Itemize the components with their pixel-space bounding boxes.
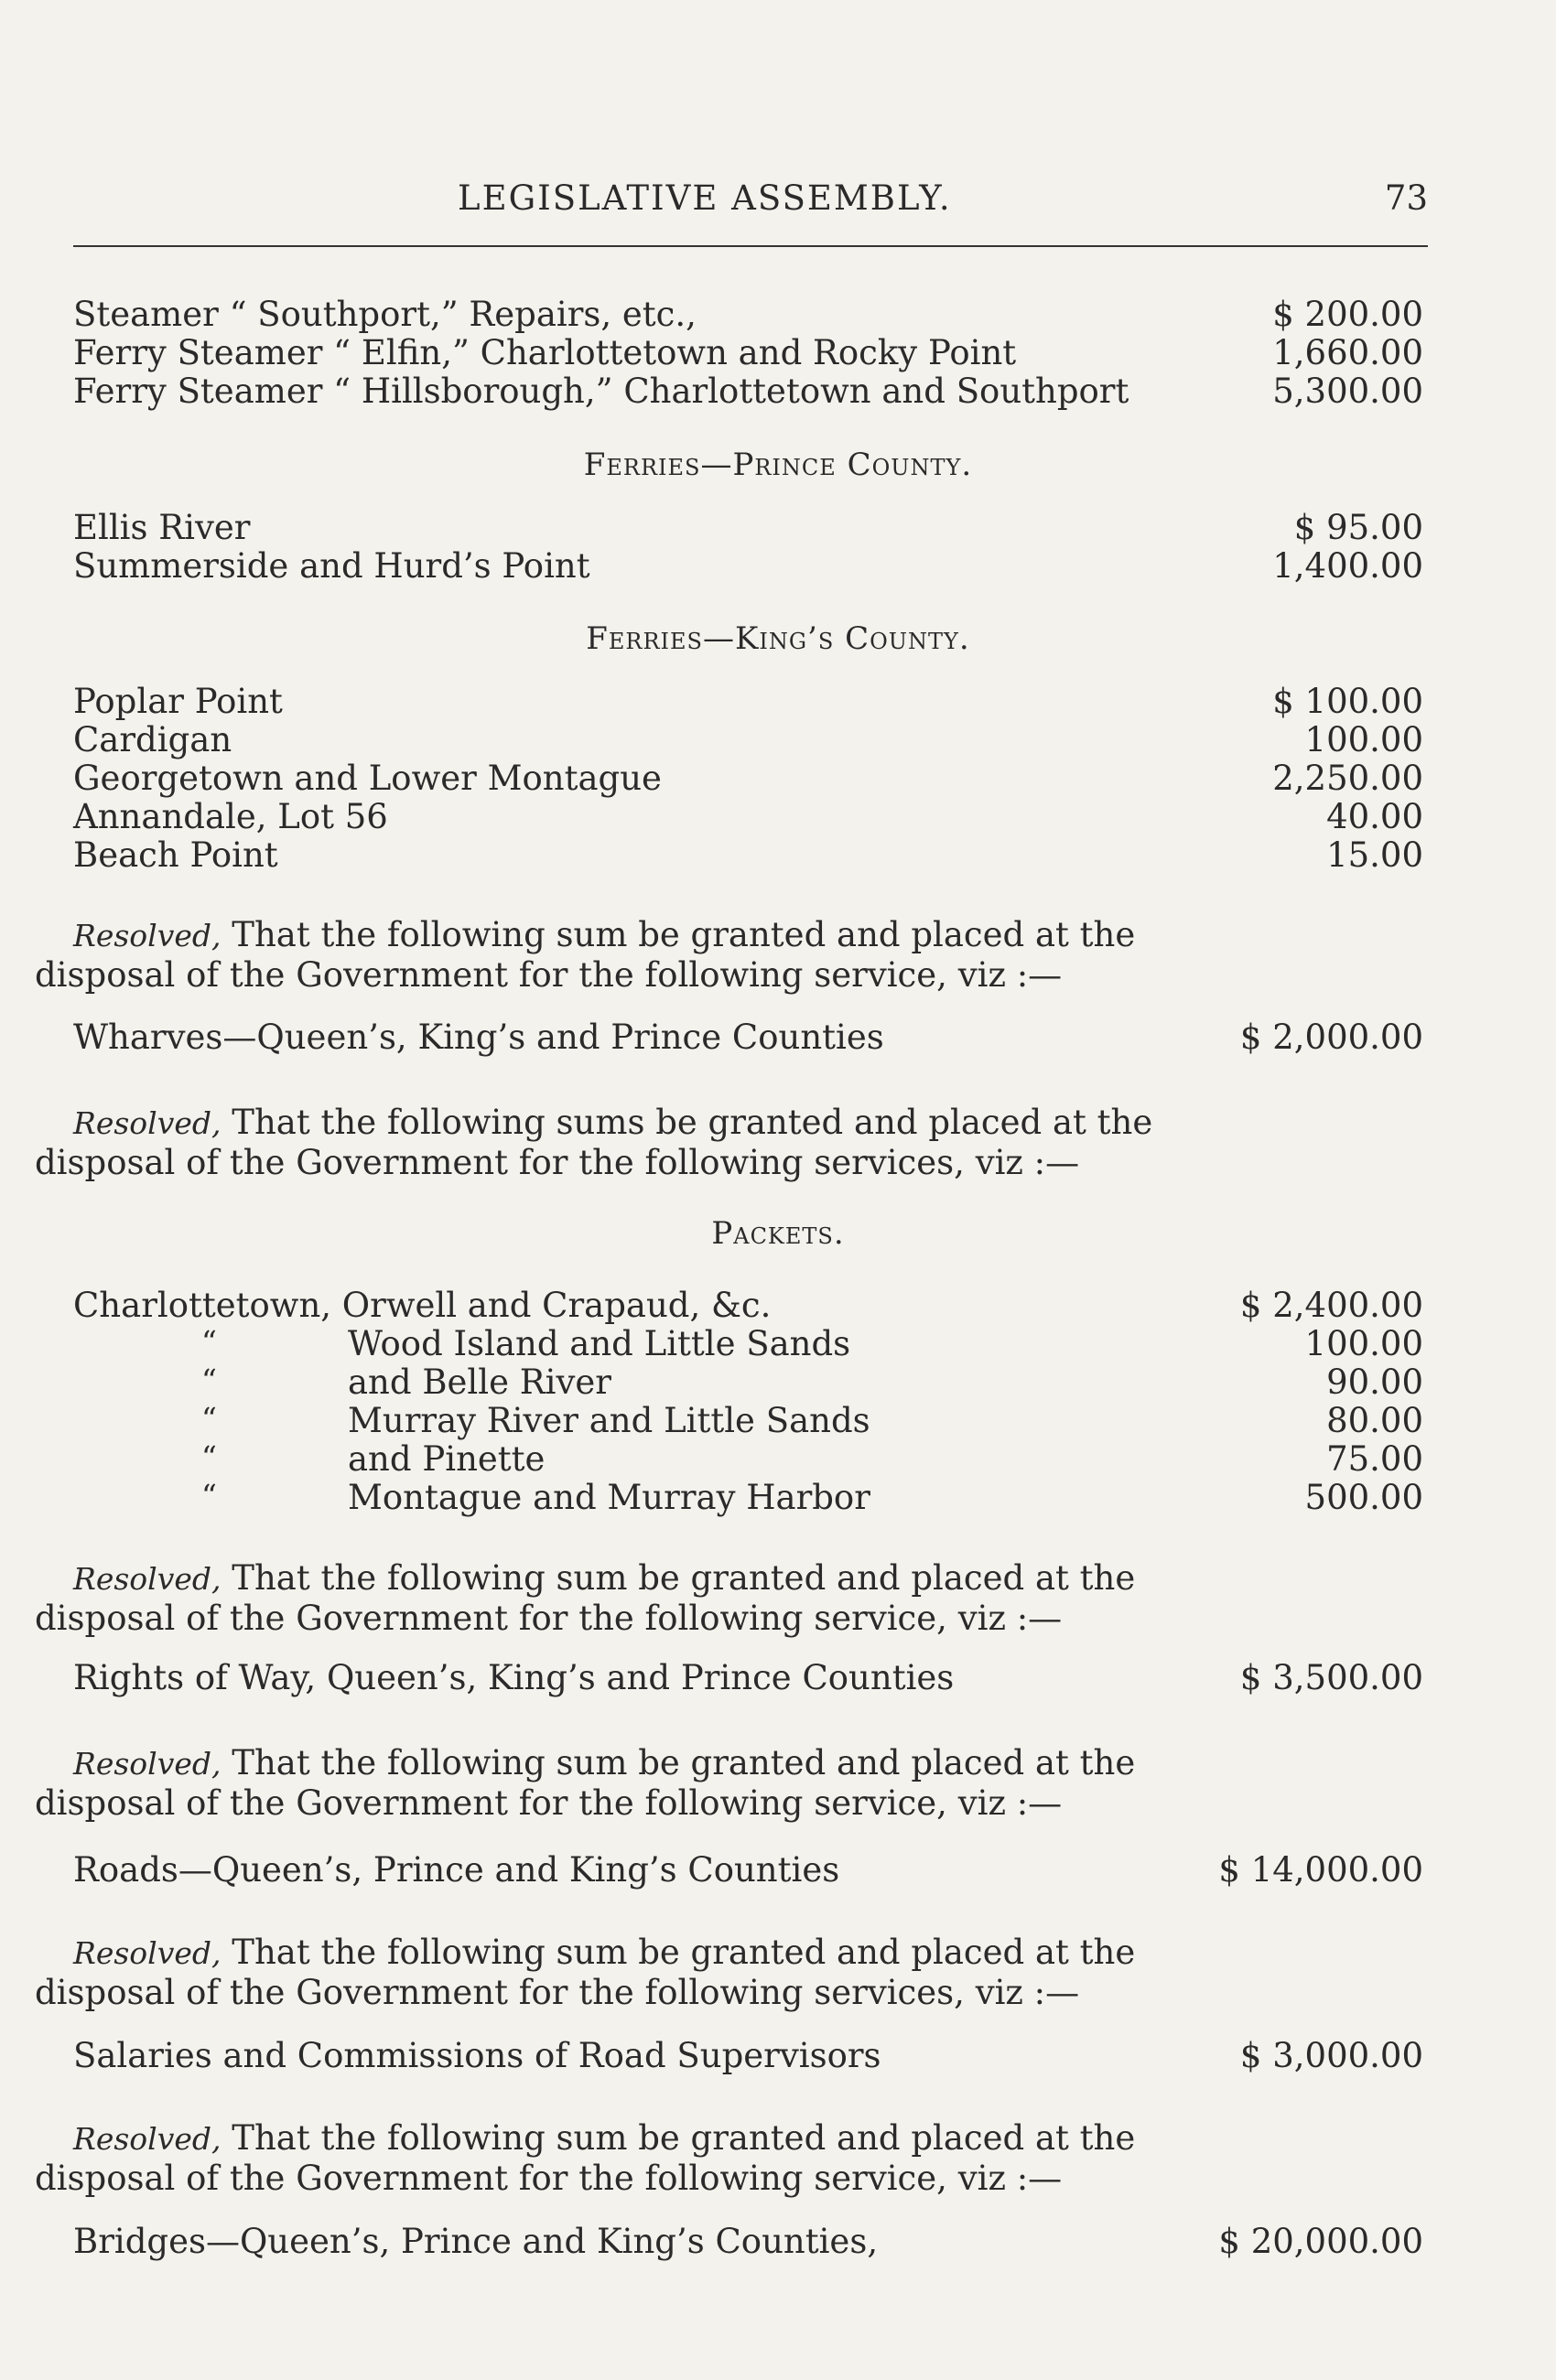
item-amount: 100.00	[1304, 720, 1423, 759]
item-amount: 5,300.00	[1272, 372, 1423, 411]
ditto-mark: “	[201, 1401, 217, 1437]
item-amount: $ 14,000.00	[1218, 1850, 1423, 1890]
list-item	[73, 1658, 1423, 1698]
resolved-word: Resolved,	[73, 1746, 222, 1782]
item-amount: $ 100.00	[1272, 682, 1423, 721]
item-amount: $ 20,000.00	[1218, 2222, 1423, 2261]
list-item	[73, 1478, 1423, 1518]
item-amount: 80.00	[1326, 1401, 1423, 1440]
item-label: Cardigan	[73, 720, 232, 759]
resolution-paragraph	[35, 1558, 1216, 1638]
item-amount: $ 2,000.00	[1239, 1018, 1423, 1057]
item-label: Bridges—Queen’s, Prince and King’s Counties,	[73, 2222, 879, 2261]
item-label: Beach Point	[73, 835, 278, 875]
item-amount: 100.00	[1304, 1324, 1423, 1363]
resolution-paragraph	[35, 1933, 1216, 2012]
item-label: Montague and Murray Harbor	[348, 1478, 870, 1517]
item-label: Wharves—Queen’s, King’s and Prince Counties	[73, 1018, 884, 1057]
list-item	[73, 1324, 1423, 1364]
list-item	[73, 2036, 1423, 2076]
item-label: Georgetown and Lower Montague	[73, 759, 662, 798]
ditto-mark: “	[201, 1478, 217, 1513]
item-label: Ellis River	[73, 508, 251, 547]
ditto-mark: “	[201, 1324, 217, 1360]
item-amount: $ 95.00	[1293, 508, 1423, 547]
ditto-mark: “	[201, 1439, 217, 1475]
section-heading-packets: Packets.	[711, 1215, 845, 1252]
page-number: 73	[1384, 178, 1428, 218]
item-amount: 500.00	[1304, 1478, 1423, 1517]
resolution-text: That the following sum be granted and placed at the disposal of the Government for the following services, viz :—	[35, 1933, 1136, 2012]
list-item	[73, 508, 1423, 548]
item-label: Ferry Steamer “ Hillsborough,” Charlottetown and Southport	[73, 372, 1129, 411]
list-item	[73, 720, 1423, 760]
item-amount: $ 200.00	[1272, 295, 1423, 334]
item-label: Charlottetown, Orwell and Crapaud, &c.	[73, 1286, 772, 1325]
list-item	[73, 1401, 1423, 1441]
resolution-paragraph	[35, 1103, 1216, 1182]
item-label: Ferry Steamer “ Elfin,” Charlottetown and Rocky Point	[73, 333, 1017, 372]
item-label: Annandale, Lot 56	[73, 797, 388, 836]
resolution-text: That the following sum be granted and placed at the disposal of the Government for the following service, viz :—	[35, 2118, 1136, 2198]
item-amount: $ 3,000.00	[1239, 2036, 1423, 2075]
section-heading-ferries-king: Ferries—King’s County.	[586, 620, 970, 657]
item-amount: $ 2,400.00	[1239, 1286, 1423, 1325]
list-item	[73, 797, 1423, 837]
resolution-paragraph	[35, 2118, 1216, 2198]
resolution-paragraph	[35, 915, 1216, 995]
resolved-word: Resolved,	[73, 1935, 222, 1971]
item-label: and Pinette	[348, 1439, 546, 1479]
resolved-word: Resolved,	[73, 1105, 222, 1141]
resolved-word: Resolved,	[73, 1561, 222, 1597]
list-item	[73, 372, 1423, 412]
running-title: LEGISLATIVE ASSEMBLY.	[458, 178, 952, 218]
list-item	[73, 546, 1423, 587]
item-amount: 15.00	[1326, 835, 1423, 875]
resolution-text: That the following sum be granted and placed at the disposal of the Government for the following service, viz :—	[35, 1558, 1136, 1638]
section-heading-ferries-prince: Ferries—Prince County.	[583, 447, 973, 483]
item-label: Poplar Point	[73, 682, 283, 721]
item-label: Steamer “ Southport,” Repairs, etc.,	[73, 295, 697, 334]
item-amount: 2,250.00	[1272, 759, 1423, 798]
resolved-word: Resolved,	[73, 2121, 222, 2157]
list-item	[73, 682, 1423, 722]
item-label: Wood Island and Little Sands	[348, 1324, 851, 1363]
list-item	[73, 295, 1423, 335]
list-item	[73, 1850, 1423, 1890]
list-item	[73, 1018, 1423, 1058]
ditto-mark: “	[201, 1362, 217, 1398]
item-label: Rights of Way, Queen’s, King’s and Prince Counties	[73, 1658, 955, 1697]
item-amount: 40.00	[1326, 797, 1423, 836]
page-header	[0, 178, 1556, 224]
list-item	[73, 333, 1423, 373]
list-item	[73, 1439, 1423, 1480]
item-amount: $ 3,500.00	[1239, 1658, 1423, 1697]
list-item	[73, 2222, 1423, 2262]
resolution-text: That the following sum be granted and placed at the disposal of the Government for the following service, viz :—	[35, 1743, 1136, 1823]
item-label: Summerside and Hurd’s Point	[73, 546, 590, 586]
header-rule	[73, 245, 1428, 247]
item-amount: 75.00	[1326, 1439, 1423, 1479]
item-amount: 1,660.00	[1272, 333, 1423, 372]
item-label: Roads—Queen’s, Prince and King’s Counties	[73, 1850, 840, 1890]
resolution-paragraph	[35, 1743, 1216, 1823]
resolution-text: That the following sums be granted and placed at the disposal of the Government for the following services, viz :—	[35, 1103, 1153, 1182]
resolved-word: Resolved,	[73, 918, 222, 953]
list-item	[73, 1286, 1423, 1326]
item-label: and Belle River	[348, 1362, 611, 1402]
list-item	[73, 1362, 1423, 1403]
resolution-text: That the following sum be granted and placed at the disposal of the Government for the following service, viz :—	[35, 915, 1136, 995]
item-label: Salaries and Commissions of Road Supervisors	[73, 2036, 881, 2075]
list-item	[73, 759, 1423, 799]
item-label: Murray River and Little Sands	[348, 1401, 870, 1440]
list-item	[73, 835, 1423, 876]
item-amount: 90.00	[1326, 1362, 1423, 1402]
item-amount: 1,400.00	[1272, 546, 1423, 586]
